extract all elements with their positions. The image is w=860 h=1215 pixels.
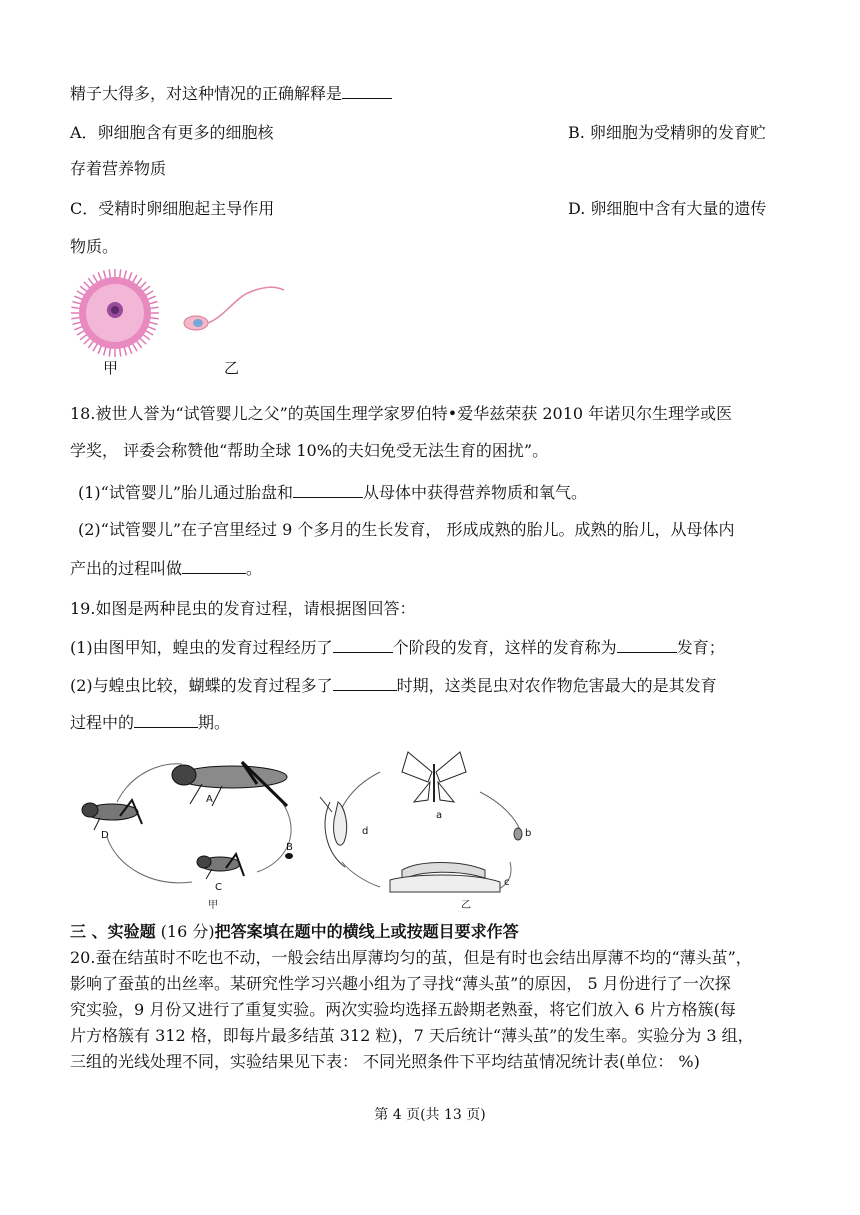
larva-caterpillar <box>390 863 500 893</box>
stage-label-c-butterfly: c <box>504 877 510 888</box>
q17-stem-tail: 精子大得多，对这种情况的正确解释是 <box>70 82 392 105</box>
answer-blank[interactable] <box>182 557 246 574</box>
figure-label-jia: 甲 <box>103 359 119 377</box>
q17-option-a: A．卵细胞含有更多的细胞核 <box>70 123 274 142</box>
q19-part2: (2)与蝗虫比较，蝴蝶的发育过程多了 时期，这类昆虫对农作物危害最大的是其发育 <box>70 676 717 695</box>
q20-line2: 影响了蚕茧的出丝率。某研究性学习兴趣小组为了寻找“薄头茧”的原因， 5 月份进行了一次探 <box>70 974 731 993</box>
nymph-grasshopper-d <box>82 800 142 830</box>
grasshopper-life-cycle-diagram <box>72 742 302 904</box>
egg-b <box>285 853 293 859</box>
q17-option-c: C．受精时卵细胞起主导作用 <box>70 199 275 218</box>
figure-label-jia-insects: 甲 <box>208 900 218 911</box>
answer-blank[interactable] <box>333 636 393 653</box>
stage-label-d: D <box>101 830 109 841</box>
adult-grasshopper <box>172 762 287 806</box>
q17-option-b: B. 卵细胞为受精卵的发育贮 <box>568 123 766 142</box>
q18-stem-line2: 学奖， 评委会称赞他“帮助全球 10%的夫妇免受无法生育的困扰”。 <box>70 441 549 460</box>
q19-part1: (1)由图甲知，蝗虫的发育过程经历了 个阶段的发育，这样的发育称为 发育； <box>70 638 725 657</box>
answer-blank[interactable] <box>342 82 392 99</box>
egg-b-butterfly <box>514 828 522 840</box>
q18-part2-line1: (2)“试管婴儿”在子宫里经过 9 个多月的生长发育， 形成成熟的胎儿。成熟的胎儿，从母体内 <box>78 520 735 539</box>
figure-label-yi: 乙 <box>224 359 240 377</box>
stage-label-a: A <box>206 794 213 805</box>
q17-option-d: D. 卵细胞中含有大量的遗传 <box>568 199 767 218</box>
answer-blank[interactable] <box>333 674 397 691</box>
figure-label-yi-insects: 乙 <box>461 900 471 911</box>
q18-part1: (1)“试管婴儿”胎儿通过胎盘和 从母体中获得营养物质和氧气。 <box>78 483 588 502</box>
stage-label-d-butterfly: d <box>362 826 369 837</box>
q20-line1: 20.蚕在结茧时不吃也不动，一般会结出厚薄均匀的茧，但是有时也会结出厚薄不均的“薄头茧”， <box>70 948 752 967</box>
adult-butterfly <box>402 752 466 802</box>
sperm-cell-illustration <box>180 278 290 348</box>
q18-part2-line2: 产出的过程叫做 。 <box>70 559 263 578</box>
q17-option-b-cont: 存着营养物质 <box>70 159 167 178</box>
answer-blank[interactable] <box>134 711 198 728</box>
stage-label-a-butterfly: a <box>436 810 443 821</box>
q19-part3: 过程中的 期。 <box>70 713 231 732</box>
q20-line5: 三组的光线处理不同，实验结果见下表： 不同光照条件下平均结茧情况统计表(单位： %) <box>70 1052 700 1071</box>
answer-blank[interactable] <box>617 636 677 653</box>
egg-cell-illustration <box>70 268 160 358</box>
stage-label-b: B <box>286 842 293 853</box>
stage-label-b-butterfly: b <box>525 828 532 839</box>
q19-stem: 19.如图是两种昆虫的发育过程，请根据图回答： <box>70 599 416 618</box>
q20-line4: 片方格簇有 312 格，即每片最多结茧 312 粒)，7 天后统计“薄头茧”的发生率。实验分为 3 组， <box>70 1026 754 1045</box>
pupa-chrysalis <box>320 797 347 867</box>
q18-stem-line1: 18.被世人誉为“试管婴儿之父”的英国生理学家罗伯特•爱华兹荣获 2010 年诺贝尔生理学或医 <box>70 404 733 423</box>
answer-blank[interactable] <box>293 481 363 498</box>
section-3-heading: 三 、实验题 (16 分)把答案填在题中的横线上或按题目要求作答 <box>70 922 519 941</box>
q20-line3: 究实验，9 月份又进行了重复实验。两次实验均选择五龄期老熟蚕，将它们放入 6 片方格簇(每 <box>70 1000 736 1019</box>
q17-option-d-cont: 物质。 <box>70 237 119 256</box>
page-footer: 第 4 页(共 13 页) <box>374 1107 486 1123</box>
stage-label-c: C <box>215 882 222 893</box>
nymph-grasshopper-c <box>197 854 244 879</box>
